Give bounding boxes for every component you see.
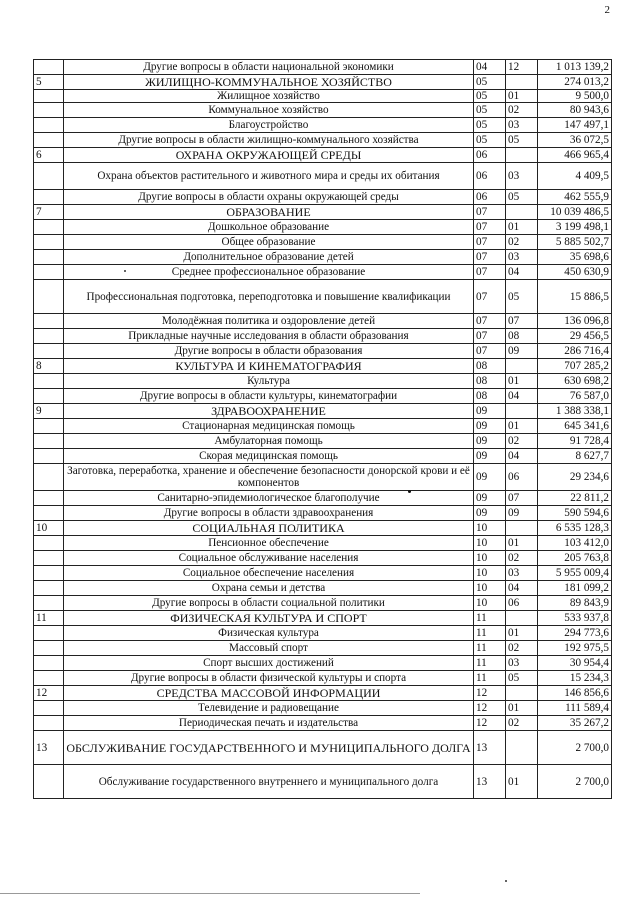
table-row bbox=[34, 765, 612, 799]
row-number-cell bbox=[34, 656, 64, 671]
amount-cell: 462 555,9 bbox=[538, 190, 612, 205]
subsection-code-cell: 05 bbox=[506, 133, 538, 148]
amount-cell: 4 409,5 bbox=[538, 163, 612, 190]
amount-cell: 22 811,2 bbox=[538, 491, 612, 506]
table-row bbox=[34, 596, 612, 611]
amount-cell: 205 763,8 bbox=[538, 551, 612, 566]
row-name-cell: Периодическая печать и издательства bbox=[64, 716, 474, 731]
table-row bbox=[34, 449, 612, 464]
table-row bbox=[34, 344, 612, 359]
amount-cell: 147 497,1 bbox=[538, 118, 612, 133]
subsection-code-cell: 02 bbox=[506, 641, 538, 656]
row-number-cell bbox=[34, 449, 64, 464]
row-number-cell bbox=[34, 60, 64, 75]
section-code-cell: 05 bbox=[474, 75, 506, 90]
table-section-row bbox=[34, 404, 612, 419]
subsection-code-cell: 06 bbox=[506, 596, 538, 611]
row-number-cell: 5 bbox=[34, 75, 64, 90]
table-row bbox=[34, 551, 612, 566]
section-code-cell: 05 bbox=[474, 118, 506, 133]
amount-cell: 146 856,6 bbox=[538, 686, 612, 701]
table-row bbox=[34, 701, 612, 716]
section-code-cell: 09 bbox=[474, 491, 506, 506]
subsection-code-cell: 01 bbox=[506, 536, 538, 551]
row-number-cell bbox=[34, 344, 64, 359]
table-row bbox=[34, 329, 612, 344]
row-number-cell bbox=[34, 90, 64, 103]
subsection-code-cell: 03 bbox=[506, 566, 538, 581]
table-row bbox=[34, 671, 612, 686]
table-row bbox=[34, 314, 612, 329]
amount-cell: 111 589,4 bbox=[538, 701, 612, 716]
row-name-cell: Пенсионное обеспечение bbox=[64, 536, 474, 551]
subsection-code-cell: 02 bbox=[506, 434, 538, 449]
section-code-cell: 10 bbox=[474, 521, 506, 536]
subsection-code-cell: 05 bbox=[506, 280, 538, 314]
row-name-cell: Молодёжная политика и оздоровление детей bbox=[64, 314, 474, 329]
amount-cell: 3 199 498,1 bbox=[538, 220, 612, 235]
budget-table-body bbox=[34, 60, 612, 799]
row-number-cell bbox=[34, 163, 64, 190]
scan-edge-line bbox=[0, 893, 420, 894]
row-name-cell: КУЛЬТУРА И КИНЕМАТОГРАФИЯ bbox=[64, 359, 474, 374]
section-code-cell: 09 bbox=[474, 506, 506, 521]
row-number-cell bbox=[34, 329, 64, 344]
table-row bbox=[34, 464, 612, 491]
section-code-cell: 13 bbox=[474, 731, 506, 765]
row-name-cell: Другие вопросы в области национальной экономики bbox=[64, 60, 474, 75]
row-number-cell bbox=[34, 133, 64, 148]
row-name-cell: Спорт высших достижений bbox=[64, 656, 474, 671]
table-section-row bbox=[34, 148, 612, 163]
section-code-cell: 11 bbox=[474, 641, 506, 656]
row-number-cell bbox=[34, 581, 64, 596]
section-code-cell: 07 bbox=[474, 250, 506, 265]
row-name-cell: Физическая культура bbox=[64, 626, 474, 641]
section-code-cell: 05 bbox=[474, 103, 506, 118]
row-name-cell: СОЦИАЛЬНАЯ ПОЛИТИКА bbox=[64, 521, 474, 536]
subsection-code-cell: 04 bbox=[506, 581, 538, 596]
stray-mark bbox=[124, 270, 126, 272]
subsection-code-cell: 01 bbox=[506, 419, 538, 434]
section-code-cell: 09 bbox=[474, 404, 506, 419]
amount-cell: 89 843,9 bbox=[538, 596, 612, 611]
subsection-code-cell bbox=[506, 148, 538, 163]
subsection-code-cell: 03 bbox=[506, 163, 538, 190]
table-row bbox=[34, 118, 612, 133]
row-number-cell: 9 bbox=[34, 404, 64, 419]
row-name-cell: Дополнительное образование детей bbox=[64, 250, 474, 265]
section-code-cell: 10 bbox=[474, 581, 506, 596]
row-number-cell bbox=[34, 118, 64, 133]
row-number-cell bbox=[34, 389, 64, 404]
row-number-cell bbox=[34, 374, 64, 389]
row-number-cell bbox=[34, 641, 64, 656]
table-row bbox=[34, 163, 612, 190]
table-section-row bbox=[34, 611, 612, 626]
row-number-cell: 11 bbox=[34, 611, 64, 626]
row-number-cell: 7 bbox=[34, 205, 64, 220]
table-row bbox=[34, 265, 612, 280]
row-number-cell bbox=[34, 506, 64, 521]
stray-mark bbox=[505, 880, 507, 882]
table-row bbox=[34, 250, 612, 265]
amount-cell: 707 285,2 bbox=[538, 359, 612, 374]
table-row bbox=[34, 536, 612, 551]
row-number-cell bbox=[34, 626, 64, 641]
amount-cell: 80 943,6 bbox=[538, 103, 612, 118]
row-number-cell bbox=[34, 566, 64, 581]
table-row bbox=[34, 566, 612, 581]
table-row bbox=[34, 90, 612, 103]
row-name-cell: Заготовка, переработка, хранение и обеспечение безопасности донорской крови и её компонентов bbox=[64, 464, 474, 491]
row-name-cell: Другие вопросы в области жилищно-коммунального хозяйства bbox=[64, 133, 474, 148]
row-number-cell: 12 bbox=[34, 686, 64, 701]
section-code-cell: 13 bbox=[474, 765, 506, 799]
section-code-cell: 08 bbox=[474, 389, 506, 404]
amount-cell: 36 072,5 bbox=[538, 133, 612, 148]
amount-cell: 2 700,0 bbox=[538, 765, 612, 799]
table-row bbox=[34, 389, 612, 404]
section-code-cell: 06 bbox=[474, 163, 506, 190]
table-row bbox=[34, 581, 612, 596]
subsection-code-cell: 01 bbox=[506, 626, 538, 641]
row-name-cell: Жилищное хозяйство bbox=[64, 90, 474, 103]
subsection-code-cell: 04 bbox=[506, 449, 538, 464]
row-name-cell: Санитарно-эпидемиологическое благополучие bbox=[64, 491, 474, 506]
row-name-cell: Охрана семьи и детства bbox=[64, 581, 474, 596]
subsection-code-cell bbox=[506, 731, 538, 765]
row-name-cell: ЗДРАВООХРАНЕНИЕ bbox=[64, 404, 474, 419]
table-row bbox=[34, 491, 612, 506]
section-code-cell: 05 bbox=[474, 90, 506, 103]
row-number-cell bbox=[34, 265, 64, 280]
row-name-cell: Коммунальное хозяйство bbox=[64, 103, 474, 118]
row-number-cell bbox=[34, 536, 64, 551]
row-name-cell: Социальное обслуживание населения bbox=[64, 551, 474, 566]
section-code-cell: 07 bbox=[474, 205, 506, 220]
table-row bbox=[34, 626, 612, 641]
subsection-code-cell: 05 bbox=[506, 671, 538, 686]
section-code-cell: 12 bbox=[474, 701, 506, 716]
amount-cell: 35 267,2 bbox=[538, 716, 612, 731]
row-number-cell: 8 bbox=[34, 359, 64, 374]
amount-cell: 590 594,6 bbox=[538, 506, 612, 521]
row-name-cell: ФИЗИЧЕСКАЯ КУЛЬТУРА И СПОРТ bbox=[64, 611, 474, 626]
stray-mark bbox=[408, 490, 411, 493]
section-code-cell: 09 bbox=[474, 449, 506, 464]
row-number-cell bbox=[34, 235, 64, 250]
section-code-cell: 11 bbox=[474, 611, 506, 626]
section-code-cell: 09 bbox=[474, 464, 506, 491]
subsection-code-cell: 01 bbox=[506, 220, 538, 235]
table-row bbox=[34, 60, 612, 75]
table-section-row bbox=[34, 205, 612, 220]
amount-cell: 76 587,0 bbox=[538, 389, 612, 404]
budget-table bbox=[33, 59, 612, 799]
table-row bbox=[34, 280, 612, 314]
table-row bbox=[34, 374, 612, 389]
row-number-cell: 6 bbox=[34, 148, 64, 163]
amount-cell: 10 039 486,5 bbox=[538, 205, 612, 220]
row-name-cell: Стационарная медицинская помощь bbox=[64, 419, 474, 434]
row-name-cell: Дошкольное образование bbox=[64, 220, 474, 235]
table-row bbox=[34, 220, 612, 235]
subsection-code-cell bbox=[506, 521, 538, 536]
amount-cell: 29 234,6 bbox=[538, 464, 612, 491]
row-number-cell bbox=[34, 103, 64, 118]
subsection-code-cell bbox=[506, 611, 538, 626]
row-number-cell bbox=[34, 419, 64, 434]
section-code-cell: 11 bbox=[474, 656, 506, 671]
row-name-cell: СРЕДСТВА МАССОВОЙ ИНФОРМАЦИИ bbox=[64, 686, 474, 701]
amount-cell: 294 773,6 bbox=[538, 626, 612, 641]
section-code-cell: 09 bbox=[474, 419, 506, 434]
section-code-cell: 07 bbox=[474, 265, 506, 280]
subsection-code-cell: 01 bbox=[506, 701, 538, 716]
row-name-cell: Охрана объектов растительного и животного мира и среды их обитания bbox=[64, 163, 474, 190]
subsection-code-cell: 01 bbox=[506, 374, 538, 389]
row-name-cell: Массовый спорт bbox=[64, 641, 474, 656]
row-name-cell: Другие вопросы в области образования bbox=[64, 344, 474, 359]
table-row bbox=[34, 419, 612, 434]
row-number-cell bbox=[34, 464, 64, 491]
row-name-cell: ОБСЛУЖИВАНИЕ ГОСУДАРСТВЕННОГО И МУНИЦИПАЛЬНОГО ДОЛГА bbox=[64, 731, 474, 765]
row-name-cell: Другие вопросы в области здравоохранения bbox=[64, 506, 474, 521]
table-row bbox=[34, 716, 612, 731]
subsection-code-cell: 02 bbox=[506, 235, 538, 250]
subsection-code-cell bbox=[506, 359, 538, 374]
row-name-cell: ОХРАНА ОКРУЖАЮЩЕЙ СРЕДЫ bbox=[64, 148, 474, 163]
section-code-cell: 06 bbox=[474, 190, 506, 205]
row-name-cell: Другие вопросы в области охраны окружающей среды bbox=[64, 190, 474, 205]
section-code-cell: 10 bbox=[474, 566, 506, 581]
subsection-code-cell: 03 bbox=[506, 250, 538, 265]
section-code-cell: 07 bbox=[474, 314, 506, 329]
amount-cell: 5 885 502,7 bbox=[538, 235, 612, 250]
section-code-cell: 07 bbox=[474, 280, 506, 314]
table-row bbox=[34, 434, 612, 449]
section-code-cell: 06 bbox=[474, 148, 506, 163]
subsection-code-cell: 03 bbox=[506, 118, 538, 133]
row-number-cell bbox=[34, 701, 64, 716]
subsection-code-cell: 12 bbox=[506, 60, 538, 75]
subsection-code-cell: 02 bbox=[506, 551, 538, 566]
subsection-code-cell bbox=[506, 75, 538, 90]
amount-cell: 29 456,5 bbox=[538, 329, 612, 344]
amount-cell: 286 716,4 bbox=[538, 344, 612, 359]
row-number-cell bbox=[34, 190, 64, 205]
row-name-cell: Социальное обеспечение населения bbox=[64, 566, 474, 581]
subsection-code-cell: 01 bbox=[506, 765, 538, 799]
amount-cell: 15 886,5 bbox=[538, 280, 612, 314]
amount-cell: 466 965,4 bbox=[538, 148, 612, 163]
subsection-code-cell bbox=[506, 205, 538, 220]
row-name-cell: ОБРАЗОВАНИЕ bbox=[64, 205, 474, 220]
subsection-code-cell: 03 bbox=[506, 656, 538, 671]
row-number-cell bbox=[34, 716, 64, 731]
table-row bbox=[34, 641, 612, 656]
row-name-cell: Скорая медицинская помощь bbox=[64, 449, 474, 464]
row-name-cell: Общее образование bbox=[64, 235, 474, 250]
subsection-code-cell: 04 bbox=[506, 389, 538, 404]
row-number-cell: 13 bbox=[34, 731, 64, 765]
row-name-cell: Другие вопросы в области социальной политики bbox=[64, 596, 474, 611]
table-row bbox=[34, 190, 612, 205]
row-number-cell bbox=[34, 434, 64, 449]
amount-cell: 6 535 128,3 bbox=[538, 521, 612, 536]
row-name-cell: Обслуживание государственного внутреннего и муниципального долга bbox=[64, 765, 474, 799]
row-number-cell bbox=[34, 280, 64, 314]
section-code-cell: 04 bbox=[474, 60, 506, 75]
row-name-cell: Прикладные научные исследования в области образования bbox=[64, 329, 474, 344]
row-name-cell: Другие вопросы в области физической культуры и спорта bbox=[64, 671, 474, 686]
amount-cell: 274 013,2 bbox=[538, 75, 612, 90]
row-number-cell bbox=[34, 314, 64, 329]
amount-cell: 2 700,0 bbox=[538, 731, 612, 765]
amount-cell: 181 099,2 bbox=[538, 581, 612, 596]
table-row bbox=[34, 235, 612, 250]
amount-cell: 8 627,7 bbox=[538, 449, 612, 464]
row-number-cell bbox=[34, 765, 64, 799]
row-name-cell: ЖИЛИЩНО-КОММУНАЛЬНОЕ ХОЗЯЙСТВО bbox=[64, 75, 474, 90]
table-section-row bbox=[34, 521, 612, 536]
subsection-code-cell bbox=[506, 686, 538, 701]
amount-cell: 103 412,0 bbox=[538, 536, 612, 551]
amount-cell: 192 975,5 bbox=[538, 641, 612, 656]
table-row bbox=[34, 133, 612, 148]
amount-cell: 630 698,2 bbox=[538, 374, 612, 389]
amount-cell: 91 728,4 bbox=[538, 434, 612, 449]
row-number-cell bbox=[34, 551, 64, 566]
table-section-row bbox=[34, 75, 612, 90]
amount-cell: 15 234,3 bbox=[538, 671, 612, 686]
subsection-code-cell: 09 bbox=[506, 506, 538, 521]
amount-cell: 30 954,4 bbox=[538, 656, 612, 671]
table-row bbox=[34, 506, 612, 521]
subsection-code-cell: 01 bbox=[506, 90, 538, 103]
subsection-code-cell bbox=[506, 404, 538, 419]
subsection-code-cell: 09 bbox=[506, 344, 538, 359]
section-code-cell: 09 bbox=[474, 434, 506, 449]
amount-cell: 5 955 009,4 bbox=[538, 566, 612, 581]
section-code-cell: 10 bbox=[474, 551, 506, 566]
section-code-cell: 08 bbox=[474, 374, 506, 389]
row-name-cell: Амбулаторная помощь bbox=[64, 434, 474, 449]
subsection-code-cell: 02 bbox=[506, 716, 538, 731]
row-name-cell: Профессиональная подготовка, переподготовка и повышение квалификации bbox=[64, 280, 474, 314]
row-name-cell: Благоустройство bbox=[64, 118, 474, 133]
page-number: 2 bbox=[604, 4, 610, 16]
row-number-cell: 10 bbox=[34, 521, 64, 536]
row-number-cell bbox=[34, 596, 64, 611]
amount-cell: 136 096,8 bbox=[538, 314, 612, 329]
amount-cell: 35 698,6 bbox=[538, 250, 612, 265]
amount-cell: 533 937,8 bbox=[538, 611, 612, 626]
amount-cell: 450 630,9 bbox=[538, 265, 612, 280]
row-number-cell bbox=[34, 671, 64, 686]
subsection-code-cell: 04 bbox=[506, 265, 538, 280]
section-code-cell: 05 bbox=[474, 133, 506, 148]
subsection-code-cell: 07 bbox=[506, 314, 538, 329]
section-code-cell: 07 bbox=[474, 344, 506, 359]
section-code-cell: 08 bbox=[474, 359, 506, 374]
table-section-row bbox=[34, 731, 612, 765]
subsection-code-cell: 07 bbox=[506, 491, 538, 506]
section-code-cell: 10 bbox=[474, 536, 506, 551]
subsection-code-cell: 06 bbox=[506, 464, 538, 491]
section-code-cell: 11 bbox=[474, 671, 506, 686]
row-name-cell: Среднее профессиональное образование bbox=[64, 265, 474, 280]
section-code-cell: 07 bbox=[474, 329, 506, 344]
amount-cell: 1 013 139,2 bbox=[538, 60, 612, 75]
section-code-cell: 12 bbox=[474, 686, 506, 701]
table-row bbox=[34, 103, 612, 118]
section-code-cell: 07 bbox=[474, 220, 506, 235]
subsection-code-cell: 02 bbox=[506, 103, 538, 118]
row-name-cell: Телевидение и радиовещание bbox=[64, 701, 474, 716]
row-name-cell: Другие вопросы в области культуры, кинематографии bbox=[64, 389, 474, 404]
amount-cell: 1 388 338,1 bbox=[538, 404, 612, 419]
table-section-row bbox=[34, 359, 612, 374]
amount-cell: 645 341,6 bbox=[538, 419, 612, 434]
row-number-cell bbox=[34, 250, 64, 265]
subsection-code-cell: 05 bbox=[506, 190, 538, 205]
row-name-cell: Культура bbox=[64, 374, 474, 389]
section-code-cell: 11 bbox=[474, 626, 506, 641]
row-number-cell bbox=[34, 220, 64, 235]
section-code-cell: 10 bbox=[474, 596, 506, 611]
amount-cell: 9 500,0 bbox=[538, 90, 612, 103]
subsection-code-cell: 08 bbox=[506, 329, 538, 344]
row-number-cell bbox=[34, 491, 64, 506]
section-code-cell: 07 bbox=[474, 235, 506, 250]
table-section-row bbox=[34, 686, 612, 701]
table-row bbox=[34, 656, 612, 671]
section-code-cell: 12 bbox=[474, 716, 506, 731]
